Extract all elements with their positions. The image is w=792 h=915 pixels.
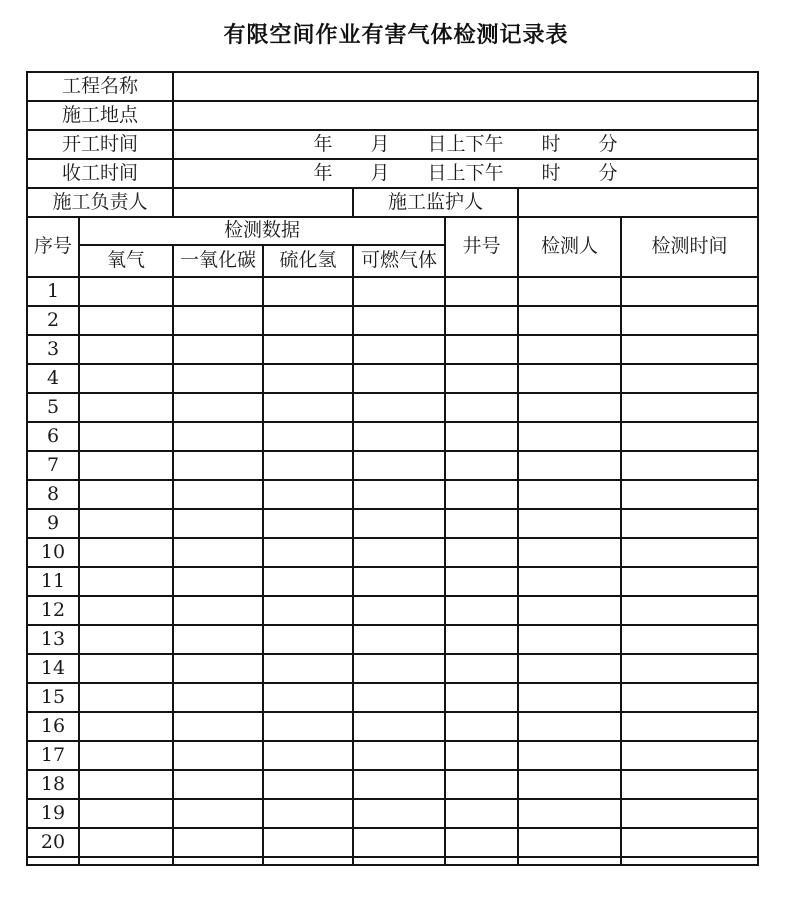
inspector-cell (518, 712, 621, 741)
hydrogen-sulfide-cell (263, 306, 353, 335)
well-number-cell (445, 596, 518, 625)
well-number-cell (445, 654, 518, 683)
start-time-row (27, 130, 758, 159)
row-index-cell: 5 (27, 393, 79, 422)
oxygen-cell (79, 538, 173, 567)
detection-time-header: 检测时间 (621, 217, 758, 277)
detection-time-cell (621, 335, 758, 364)
oxygen-cell (79, 828, 173, 857)
page-title: 有限空间作业有害气体检测记录表 (223, 22, 569, 48)
oxygen-cell (79, 654, 173, 683)
inspector-cell (518, 306, 621, 335)
row-index-cell: 20 (27, 828, 79, 857)
oxygen-cell (79, 277, 173, 306)
oxygen-cell (79, 596, 173, 625)
hydrogen-sulfide-cell (263, 741, 353, 770)
table-row (27, 306, 758, 335)
carbon-monoxide-cell (173, 712, 263, 741)
table-row (27, 451, 758, 480)
well-number-cell (445, 335, 518, 364)
oxygen-cell (79, 480, 173, 509)
combustible-gas-cell (353, 625, 445, 654)
oxygen-cell (79, 712, 173, 741)
carbon-monoxide-cell (173, 393, 263, 422)
hydrogen-sulfide-cell (263, 451, 353, 480)
hydrogen-sulfide-cell (263, 364, 353, 393)
well-number-cell (445, 712, 518, 741)
hydrogen-sulfide-cell (263, 567, 353, 596)
table-row (27, 770, 758, 799)
oxygen-cell (79, 857, 173, 865)
row-index-cell: 19 (27, 799, 79, 828)
carbon-monoxide-cell (173, 654, 263, 683)
hydrogen-sulfide-cell (263, 596, 353, 625)
hydrogen-sulfide-cell (263, 422, 353, 451)
carbon-monoxide-cell (173, 480, 263, 509)
well-number-cell (445, 480, 518, 509)
detection-time-cell (621, 683, 758, 712)
inspector-cell (518, 538, 621, 567)
carbon-monoxide-cell (173, 306, 263, 335)
supervisor-label: 施工监护人 (353, 188, 518, 217)
hydrogen-sulfide-cell (263, 712, 353, 741)
project-name-row (27, 72, 758, 101)
carbon-monoxide-cell (173, 335, 263, 364)
row-index-cell: 13 (27, 625, 79, 654)
combustible-gas-cell (353, 393, 445, 422)
well-number-cell (445, 393, 518, 422)
detection-data-header: 检测数据 (79, 217, 445, 245)
well-number-cell (445, 451, 518, 480)
well-number-cell (445, 364, 518, 393)
inspector-cell (518, 857, 621, 865)
person-in-charge-label: 施工负责人 (27, 188, 173, 217)
carbon-monoxide-cell (173, 451, 263, 480)
row-index-cell: 3 (27, 335, 79, 364)
oxygen-cell (79, 799, 173, 828)
well-number-cell (445, 538, 518, 567)
combustible-gas-cell (353, 683, 445, 712)
table-row (27, 625, 758, 654)
row-index-cell: 11 (27, 567, 79, 596)
detection-time-cell (621, 509, 758, 538)
detection-time-cell (621, 857, 758, 865)
well-number-cell (445, 625, 518, 654)
carbon-monoxide-cell (173, 567, 263, 596)
row-index-cell: 12 (27, 596, 79, 625)
site-row (27, 101, 758, 130)
well-number-cell (445, 277, 518, 306)
combustible-gas-cell (353, 451, 445, 480)
detection-time-cell (621, 596, 758, 625)
oxygen-cell (79, 422, 173, 451)
combustible-gas-cell (353, 828, 445, 857)
carbon-monoxide-cell (173, 770, 263, 799)
oxygen-cell (79, 509, 173, 538)
hydrogen-sulfide-cell (263, 335, 353, 364)
hydrogen-sulfide-cell (263, 480, 353, 509)
well-number-cell (445, 509, 518, 538)
detection-time-cell (621, 828, 758, 857)
detection-time-cell (621, 567, 758, 596)
well-number-cell (445, 828, 518, 857)
combustible-gas-cell (353, 306, 445, 335)
detection-time-cell (621, 538, 758, 567)
inspector-header: 检测人 (518, 217, 621, 277)
inspector-cell (518, 654, 621, 683)
carbon-monoxide-cell (173, 828, 263, 857)
combustible-gas-cell (353, 538, 445, 567)
row-index-cell: 6 (27, 422, 79, 451)
hydrogen-sulfide-cell (263, 277, 353, 306)
combustible-gas-cell (353, 335, 445, 364)
inspector-cell (518, 683, 621, 712)
row-index-cell: 17 (27, 741, 79, 770)
oxygen-cell (79, 567, 173, 596)
row-index-cell: 15 (27, 683, 79, 712)
combustible-gas-cell (353, 770, 445, 799)
table-row (27, 741, 758, 770)
project-name-label: 工程名称 (27, 72, 173, 101)
carbon-monoxide-cell (173, 364, 263, 393)
person-in-charge-value (173, 188, 353, 217)
oxygen-cell (79, 770, 173, 799)
combustible-gas-cell (353, 480, 445, 509)
combustible-gas-cell (353, 277, 445, 306)
detection-time-cell (621, 393, 758, 422)
carbon-monoxide-cell (173, 596, 263, 625)
inspector-cell (518, 741, 621, 770)
oxygen-cell (79, 393, 173, 422)
combustible-gas-cell (353, 712, 445, 741)
detection-time-cell (621, 770, 758, 799)
inspector-cell (518, 509, 621, 538)
inspector-cell (518, 567, 621, 596)
row-index-cell: 8 (27, 480, 79, 509)
personnel-row (27, 188, 758, 217)
well-number-cell (445, 799, 518, 828)
well-number-cell (445, 683, 518, 712)
inspector-cell (518, 770, 621, 799)
hydrogen-sulfide-cell (263, 857, 353, 865)
row-index-cell: 18 (27, 770, 79, 799)
detection-time-cell (621, 654, 758, 683)
well-number-cell (445, 422, 518, 451)
hydrogen-sulfide-cell (263, 799, 353, 828)
index-header: 序号 (27, 217, 79, 277)
detection-time-cell (621, 741, 758, 770)
well-number-cell (445, 770, 518, 799)
oxygen-cell (79, 306, 173, 335)
record-form-table (26, 71, 759, 866)
row-index-cell (27, 857, 79, 865)
row-index-cell: 10 (27, 538, 79, 567)
table-row-partial (27, 857, 758, 865)
table-row (27, 654, 758, 683)
combustible-gas-cell (353, 364, 445, 393)
carbon-monoxide-cell (173, 625, 263, 654)
detection-time-cell (621, 364, 758, 393)
carbon-monoxide-cell (173, 857, 263, 865)
combustible-gas-cell (353, 596, 445, 625)
hydrogen-sulfide-cell (263, 538, 353, 567)
inspector-cell (518, 625, 621, 654)
carbon-monoxide-cell (173, 509, 263, 538)
table-row (27, 393, 758, 422)
oxygen-header: 氧气 (79, 245, 173, 277)
well-number-cell (445, 741, 518, 770)
detection-time-cell (621, 480, 758, 509)
combustible-gas-cell (353, 509, 445, 538)
detection-time-cell (621, 277, 758, 306)
detection-time-cell (621, 306, 758, 335)
hydrogen-sulfide-cell (263, 683, 353, 712)
header-row-top (27, 217, 758, 245)
row-index-cell: 2 (27, 306, 79, 335)
table-row (27, 277, 758, 306)
oxygen-cell (79, 741, 173, 770)
table-row (27, 335, 758, 364)
end-time-value: 年 月 日上下午 时 分 (173, 159, 758, 188)
hydrogen-sulfide-header: 硫化氢 (263, 245, 353, 277)
table-row (27, 712, 758, 741)
table-row (27, 364, 758, 393)
oxygen-cell (79, 451, 173, 480)
inspector-cell (518, 364, 621, 393)
oxygen-cell (79, 335, 173, 364)
combustible-gas-cell (353, 799, 445, 828)
site-value (173, 101, 758, 130)
carbon-monoxide-cell (173, 538, 263, 567)
hydrogen-sulfide-cell (263, 770, 353, 799)
combustible-gas-cell (353, 567, 445, 596)
row-index-cell: 4 (27, 364, 79, 393)
detection-time-cell (621, 799, 758, 828)
table-row (27, 596, 758, 625)
well-number-cell (445, 857, 518, 865)
end-time-label: 收工时间 (27, 159, 173, 188)
combustible-gas-cell (353, 857, 445, 865)
inspector-cell (518, 799, 621, 828)
combustible-gas-header: 可燃气体 (353, 245, 445, 277)
table-row (27, 538, 758, 567)
detection-time-cell (621, 451, 758, 480)
table-row (27, 828, 758, 857)
row-index-cell: 7 (27, 451, 79, 480)
inspector-cell (518, 393, 621, 422)
row-index-cell: 9 (27, 509, 79, 538)
inspector-cell (518, 596, 621, 625)
table-row (27, 567, 758, 596)
table-row (27, 422, 758, 451)
oxygen-cell (79, 625, 173, 654)
well-number-header: 井号 (445, 217, 518, 277)
carbon-monoxide-cell (173, 422, 263, 451)
detection-time-cell (621, 422, 758, 451)
inspector-cell (518, 422, 621, 451)
row-index-cell: 16 (27, 712, 79, 741)
hydrogen-sulfide-cell (263, 828, 353, 857)
hydrogen-sulfide-cell (263, 625, 353, 654)
hydrogen-sulfide-cell (263, 654, 353, 683)
end-time-row (27, 159, 758, 188)
combustible-gas-cell (353, 654, 445, 683)
oxygen-cell (79, 364, 173, 393)
hydrogen-sulfide-cell (263, 393, 353, 422)
inspector-cell (518, 480, 621, 509)
table-row (27, 509, 758, 538)
row-index-cell: 14 (27, 654, 79, 683)
table-row (27, 480, 758, 509)
inspector-cell (518, 451, 621, 480)
table-row (27, 799, 758, 828)
carbon-monoxide-cell (173, 683, 263, 712)
supervisor-value (518, 188, 758, 217)
inspector-cell (518, 828, 621, 857)
site-label: 施工地点 (27, 101, 173, 130)
combustible-gas-cell (353, 422, 445, 451)
start-time-value: 年 月 日上下午 时 分 (173, 130, 758, 159)
hydrogen-sulfide-cell (263, 509, 353, 538)
inspector-cell (518, 277, 621, 306)
detection-time-cell (621, 625, 758, 654)
carbon-monoxide-header: 一氧化碳 (173, 245, 263, 277)
combustible-gas-cell (353, 741, 445, 770)
oxygen-cell (79, 683, 173, 712)
carbon-monoxide-cell (173, 741, 263, 770)
detection-time-cell (621, 712, 758, 741)
table-row (27, 683, 758, 712)
carbon-monoxide-cell (173, 277, 263, 306)
well-number-cell (445, 306, 518, 335)
row-index-cell: 1 (27, 277, 79, 306)
project-name-value (173, 72, 758, 101)
well-number-cell (445, 567, 518, 596)
carbon-monoxide-cell (173, 799, 263, 828)
start-time-label: 开工时间 (27, 130, 173, 159)
inspector-cell (518, 335, 621, 364)
